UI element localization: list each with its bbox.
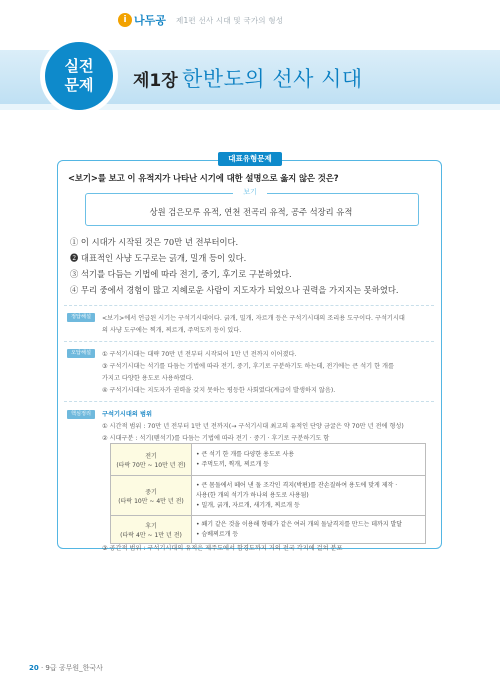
feature-item: • 쐐기 같은 것을 이용해 형태가 같은 여러 개의 돌날격지를 만드는 데까지 발달 [196, 520, 403, 528]
badge-line-1: 실전 [64, 57, 94, 75]
divider [64, 341, 434, 343]
page-footer [29, 663, 103, 673]
wrong-line-4: ④ 구석기시대는 지도자가 권력을 갖지 못하는 평등한 사회였다(계급이 발생하지 않음). [102, 387, 336, 394]
bogi-text: 상원 검은모루 유적, 연천 전곡리 유적, 공주 석장리 유적 [149, 207, 353, 217]
chapter-number: 제1장 [133, 71, 178, 91]
summary-line-1: ① 시간적 범위 : 70만 년 전부터 1만 년 전까지(→ 구석기시대 최고의 유적인 단양 금굴은 약 70만 년 전에 형성) [102, 423, 404, 430]
question-type-tag: 대표유형문제 [218, 152, 282, 166]
period-cell [111, 516, 192, 544]
space-range-line: ③ 공간적 범위 : 구석기시대의 유적은 제주도에서 함경도까지 거의 전국 각지에 걸쳐 분포 [102, 545, 343, 552]
option-4: ④ 무리 중에서 경험이 많고 지혜로운 사람이 지도자가 되었으나 권력을 가지지는 못하였다. [70, 285, 399, 295]
feature-item: • 밀개, 긁개, 자르개, 새기개, 찌르개 등 [196, 501, 300, 509]
wrong-line-3: 가지고 다양한 용도로 사용하였다. [102, 375, 194, 382]
logo-text: 나두공 [134, 14, 166, 27]
answer-line-2: 의 사냥 도구에는 찍개, 찌르개, 주먹도끼 등이 있다. [102, 327, 242, 334]
divider [64, 401, 434, 403]
wrong-line-1: ① 구석기시대는 대략 70만 년 전부터 시작되어 1만 년 전까지 이어졌다. [102, 351, 297, 358]
section-subtitle: 제1편 선사 시대 및 국가의 형성 [176, 16, 284, 25]
period-name: 전기 [145, 452, 157, 460]
info-icon: i [118, 13, 132, 27]
chapter-title: 한반도의 선사 시대 [182, 67, 363, 91]
feature-item: • 큰 석기 한 개를 다양한 용도로 사용 [196, 450, 295, 458]
book-title: · 9급 공무원_한국사 [38, 664, 103, 672]
feature-cell [192, 444, 426, 476]
table-row [111, 444, 426, 476]
period-range: (타락 70만 ~ 10만 년 전) [116, 461, 186, 469]
feature-cell [192, 476, 426, 516]
divider [64, 305, 434, 307]
option-1: ① 이 시대가 시작된 것은 70만 년 전부터이다. [70, 237, 239, 247]
top-bar [0, 0, 500, 36]
feature-item: • 큰 몸돌에서 떼어 낸 돌 조각인 격지(박편)를 잔손질하여 용도에 맞게 제작 · [196, 481, 398, 489]
period-name: 후기 [145, 522, 157, 530]
period-name: 중기 [145, 488, 157, 496]
period-range: (타락 4만 ~ 1만 년 전) [120, 531, 182, 539]
wrong-line-2: ③ 구석기시대는 석기를 다듬는 기법에 따라 전기, 중기, 후기로 구분하기도 하는데, 전기에는 큰 석기 한 개를 [102, 363, 394, 370]
feature-cell [192, 516, 426, 544]
feature-item: 사용(한 개의 석기가 하나의 용도로 사용됨) [196, 491, 309, 499]
feature-item: • 슴베찌르개 등 [196, 530, 239, 538]
summary-line-2: ② 시대구분 : 석기(뗀석기)를 다듬는 기법에 따라 전기 · 중기 · 후기로 구분하기도 함 [102, 435, 330, 442]
option-2: ❷ 대표적인 사냥 도구로는 긁개, 밀개 등이 있다. [70, 253, 247, 263]
badge-line-2: 문제 [64, 76, 94, 94]
period-cell [111, 476, 192, 516]
summary-label: 핵심정리 [67, 410, 95, 419]
wrong-answer-label: 오답해설 [67, 349, 95, 358]
period-cell [111, 444, 192, 476]
feature-item: • 주먹도끼, 찍개, 찌르개 등 [196, 460, 269, 468]
period-range: (타락 10만 ~ 4만 년 전) [118, 497, 184, 505]
option-3: ③ 석기를 다듬는 기법에 따라 전기, 중기, 후기로 구분하였다. [70, 269, 292, 279]
table-row [111, 516, 426, 544]
page-number: 20 [29, 664, 39, 672]
summary-title: 구석기시대의 범위 [102, 411, 152, 418]
table-row [111, 476, 426, 516]
period-table [110, 443, 426, 544]
question-text: <보기>를 보고 이 유적지가 나타난 시기에 대한 설명으로 옳지 않은 것은? [68, 173, 339, 183]
practice-badge [45, 42, 113, 110]
answer-label: 정답해설 [67, 313, 95, 322]
answer-line-1: <보기>에서 언급된 시기는 구석기시대이다. 긁개, 밀개, 자르개 등은 구석기시대의 조리용 도구이다. 구석기시대 [102, 315, 405, 322]
bogi-label: 보기 [233, 186, 267, 198]
brand-logo [118, 13, 166, 27]
